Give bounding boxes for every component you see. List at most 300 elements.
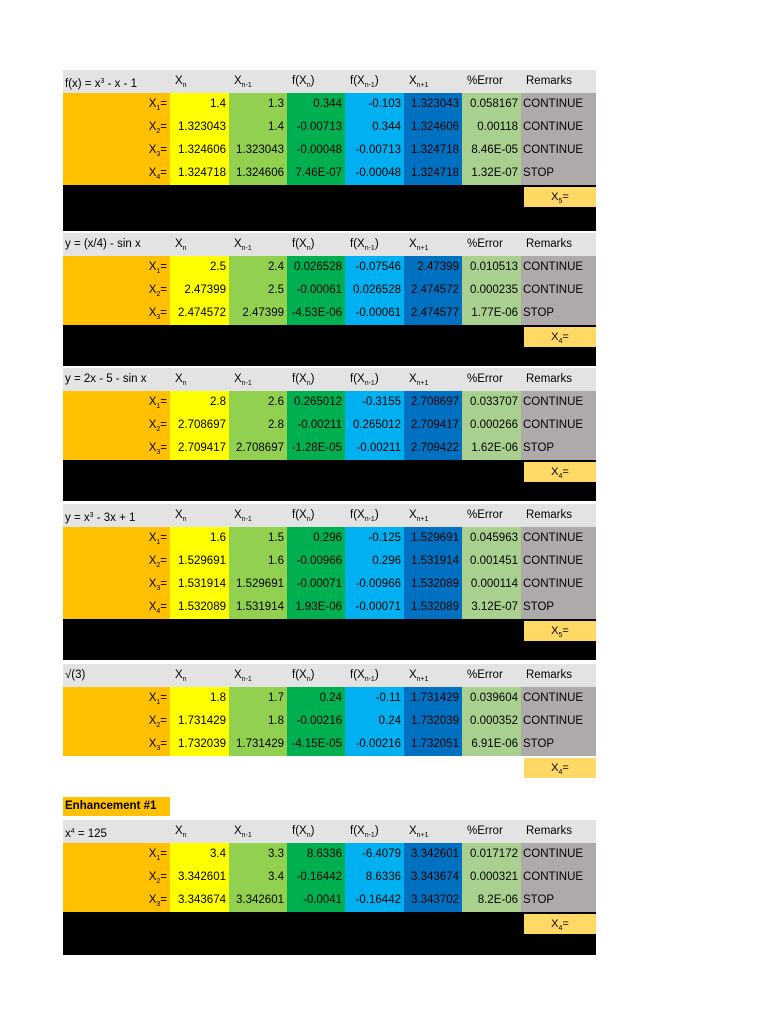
f-xn-minus-1-cell[interactable]: -0.16442 <box>345 889 404 912</box>
xn-cell[interactable]: 2.5 <box>170 256 229 279</box>
remarks-cell[interactable]: CONTINUE <box>521 550 596 573</box>
xn-cell[interactable]: 1.4 <box>170 93 229 116</box>
table-row <box>63 256 596 279</box>
subscript: n-1 <box>364 380 375 387</box>
xn-minus-1-cell[interactable]: 1.323043 <box>229 139 287 162</box>
f-xn-cell[interactable]: 0.026528 <box>287 256 345 279</box>
iteration-label[interactable]: $X_3=$ <box>63 573 170 596</box>
header-f-xn[interactable]: $f(X_n)$ <box>292 509 315 523</box>
xn-cell[interactable]: 3.343674 <box>170 889 229 912</box>
xn-plus-1-cell[interactable]: 1.529691 <box>404 527 462 550</box>
xn-minus-1-cell[interactable]: 3.4 <box>229 866 287 889</box>
subscript: 4 <box>558 769 563 776</box>
table-row <box>63 391 596 414</box>
subscript: n <box>182 245 187 252</box>
header-remarks[interactable]: Remarks <box>526 75 573 87</box>
xn-cell[interactable]: 1.6 <box>170 527 229 550</box>
f-xn-minus-1-cell[interactable]: 8.6336 <box>345 866 404 889</box>
xn-plus-1-cell[interactable]: 1.531914 <box>404 550 462 573</box>
subscript: 5 <box>558 198 563 205</box>
iteration-label[interactable]: $X_2=$ <box>63 279 170 302</box>
header-xn[interactable]: $X_n$ <box>175 373 187 387</box>
table-row <box>63 710 596 733</box>
f-xn-cell[interactable]: -0.00713 <box>287 116 345 139</box>
header-xn[interactable]: $X_n$ <box>175 238 187 252</box>
error-cell[interactable]: 0.017172 <box>462 843 521 866</box>
subscript: n <box>306 380 311 387</box>
xn-minus-1-cell[interactable]: 2.6 <box>229 391 287 414</box>
subscript: 3 <box>156 585 161 592</box>
xn-plus-1-cell[interactable]: 2.47399 <box>404 256 462 279</box>
xn-minus-1-cell[interactable]: 1.529691 <box>229 573 287 596</box>
xn-minus-1-cell[interactable]: 3.342601 <box>229 889 287 912</box>
xn-cell[interactable]: 2.474572 <box>170 302 229 325</box>
xn-minus-1-cell[interactable]: 2.47399 <box>229 302 287 325</box>
function-label[interactable]: y = (x/4) - sin x <box>65 238 141 250</box>
error-cell[interactable]: 1.62E-06 <box>462 437 521 460</box>
xn-plus-1-cell[interactable]: 1.324606 <box>404 116 462 139</box>
f-xn-cell[interactable]: -0.16442 <box>287 866 345 889</box>
black-band <box>63 460 596 501</box>
table-row <box>63 550 596 573</box>
table-row <box>63 527 596 550</box>
subscript: 1 <box>156 699 161 706</box>
xn-minus-1-cell[interactable]: 2.8 <box>229 414 287 437</box>
table-row <box>63 596 596 619</box>
error-cell[interactable]: 0.033707 <box>462 391 521 414</box>
black-band <box>63 912 596 955</box>
iteration-label[interactable]: $X_1=$ <box>63 256 170 279</box>
function-label[interactable]: $f(x) = x^3 - x - 1$ <box>65 78 137 90</box>
error-cell[interactable]: 0.000321 <box>462 866 521 889</box>
remarks-cell[interactable]: CONTINUE <box>521 414 596 437</box>
subscript: 3 <box>156 449 161 456</box>
xn-minus-1-cell[interactable]: 1.3 <box>229 93 287 116</box>
subscript: 5 <box>558 632 563 639</box>
header-error[interactable]: %Error <box>467 669 503 681</box>
f-xn-cell[interactable]: 7.46E-07 <box>287 162 345 185</box>
xn-minus-1-cell[interactable]: 1.731429 <box>229 733 287 756</box>
subscript: n <box>182 380 187 387</box>
xn-cell[interactable]: 1.732039 <box>170 733 229 756</box>
subscript: 3 <box>89 512 94 519</box>
error-cell[interactable]: 0.00118 <box>462 116 521 139</box>
f-xn-minus-1-cell[interactable]: -0.11 <box>345 687 404 710</box>
xn-plus-1-cell[interactable]: 1.532089 <box>404 573 462 596</box>
remarks-cell[interactable]: CONTINUE <box>521 139 596 162</box>
xn-cell[interactable]: 3.342601 <box>170 866 229 889</box>
header-row <box>63 233 596 256</box>
f-xn-minus-1-cell[interactable]: 0.24 <box>345 710 404 733</box>
f-xn-cell[interactable]: 0.344 <box>287 93 345 116</box>
xn-minus-1-cell[interactable]: 1.7 <box>229 687 287 710</box>
f-xn-cell[interactable]: -1.28E-05 <box>287 437 345 460</box>
error-cell[interactable]: 8.2E-06 <box>462 889 521 912</box>
subscript: 3 <box>156 745 161 752</box>
error-cell[interactable]: 1.77E-06 <box>462 302 521 325</box>
xn-plus-1-cell[interactable]: 2.709422 <box>404 437 462 460</box>
table-row <box>63 889 596 912</box>
table-row <box>63 302 596 325</box>
xn-cell[interactable]: 1.323043 <box>170 116 229 139</box>
header-xn-minus-1[interactable]: $X_{n-1}$ <box>234 509 252 523</box>
xn-cell[interactable]: 1.324606 <box>170 139 229 162</box>
iteration-label[interactable]: $X_2=$ <box>63 710 170 733</box>
xn-plus-1-cell[interactable]: 2.708697 <box>404 391 462 414</box>
f-xn-minus-1-cell[interactable]: -0.00216 <box>345 733 404 756</box>
header-xn-plus-1[interactable]: $X_{n+1}$ <box>409 509 429 523</box>
header-error[interactable]: %Error <box>467 509 503 521</box>
xn-cell[interactable]: 2.709417 <box>170 437 229 460</box>
iteration-label[interactable]: $X_1=$ <box>63 843 170 866</box>
xn-cell[interactable]: 2.708697 <box>170 414 229 437</box>
xn-cell[interactable]: 1.731429 <box>170 710 229 733</box>
header-error[interactable]: %Error <box>467 373 503 385</box>
header-xn[interactable]: $X_n$ <box>175 825 187 839</box>
header-xn-minus-1[interactable]: $X_{n-1}$ <box>234 825 252 839</box>
subscript: 4 <box>558 338 563 345</box>
f-xn-cell[interactable]: -0.00216 <box>287 710 345 733</box>
header-f-xn[interactable]: $f(X_n)$ <box>292 75 315 89</box>
header-f-xn-minus-1[interactable]: $f(X_{n-1})$ <box>350 373 379 387</box>
f-xn-cell[interactable]: -4.53E-06 <box>287 302 345 325</box>
subscript: n-1 <box>241 82 252 89</box>
table-row <box>63 414 596 437</box>
f-xn-cell[interactable]: -0.0041 <box>287 889 345 912</box>
header-f-xn-minus-1[interactable]: $f(X_{n-1})$ <box>350 825 379 839</box>
header-remarks[interactable]: Remarks <box>526 238 573 250</box>
error-cell[interactable]: 0.058167 <box>462 93 521 116</box>
header-row <box>63 368 596 391</box>
remarks-cell[interactable]: STOP <box>521 733 596 756</box>
f-xn-cell[interactable]: 0.24 <box>287 687 345 710</box>
iteration-label[interactable]: $X_2=$ <box>63 866 170 889</box>
xn-minus-1-cell[interactable]: 3.3 <box>229 843 287 866</box>
header-f-xn[interactable]: $f(X_n)$ <box>292 825 315 839</box>
header-remarks[interactable]: Remarks <box>526 509 573 521</box>
f-xn-minus-1-cell[interactable]: -0.07546 <box>345 256 404 279</box>
f-xn-cell[interactable]: 8.6336 <box>287 843 345 866</box>
f-xn-cell[interactable]: -0.00061 <box>287 279 345 302</box>
header-remarks[interactable]: Remarks <box>526 373 573 385</box>
subscript: n+1 <box>416 380 429 387</box>
header-row <box>63 664 596 687</box>
xn-plus-1-cell[interactable]: 1.323043 <box>404 93 462 116</box>
xn-minus-1-cell[interactable]: 1.324606 <box>229 162 287 185</box>
next-iteration-cell[interactable]: $X_5=$ <box>524 621 596 641</box>
error-cell[interactable]: 0.000235 <box>462 279 521 302</box>
next-iteration-cell[interactable]: $X_4=$ <box>524 914 596 934</box>
subscript: 4 <box>558 925 563 932</box>
header-remarks[interactable]: Remarks <box>526 825 573 837</box>
subscript: n <box>182 82 187 89</box>
remarks-cell[interactable]: STOP <box>521 437 596 460</box>
header-xn-plus-1[interactable]: $X_{n+1}$ <box>409 238 429 252</box>
xn-cell[interactable]: 1.529691 <box>170 550 229 573</box>
f-xn-cell[interactable]: 0.296 <box>287 527 345 550</box>
xn-cell[interactable]: 1.324718 <box>170 162 229 185</box>
xn-cell[interactable]: 1.532089 <box>170 596 229 619</box>
subscript: 3 <box>156 314 161 321</box>
xn-cell[interactable]: 1.8 <box>170 687 229 710</box>
xn-plus-1-cell[interactable]: 1.324718 <box>404 139 462 162</box>
iteration-label[interactable]: $X_2=$ <box>63 414 170 437</box>
table-row <box>63 437 596 460</box>
subscript: 1 <box>156 268 161 275</box>
xn-minus-1-cell[interactable]: 2.5 <box>229 279 287 302</box>
error-cell[interactable]: 0.045963 <box>462 527 521 550</box>
remarks-cell[interactable]: STOP <box>521 162 596 185</box>
remarks-cell[interactable]: CONTINUE <box>521 843 596 866</box>
header-xn-plus-1[interactable]: $X_{n+1}$ <box>409 373 429 387</box>
f-xn-cell[interactable]: -0.00211 <box>287 414 345 437</box>
subscript: n-1 <box>241 245 252 252</box>
table-row <box>63 687 596 710</box>
subscript: n+1 <box>416 516 429 523</box>
remarks-cell[interactable]: CONTINUE <box>521 116 596 139</box>
error-cell[interactable]: 6.91E-06 <box>462 733 521 756</box>
remarks-cell[interactable]: CONTINUE <box>521 256 596 279</box>
f-xn-cell[interactable]: -0.00071 <box>287 573 345 596</box>
xn-cell[interactable]: 2.47399 <box>170 279 229 302</box>
subscript: n <box>182 832 187 839</box>
subscript: 4 <box>70 828 75 835</box>
remarks-cell[interactable]: CONTINUE <box>521 93 596 116</box>
black-band <box>63 756 596 780</box>
subscript: n <box>182 676 187 683</box>
next-iteration-cell[interactable]: $X_5=$ <box>524 187 596 207</box>
iteration-block <box>63 70 596 231</box>
header-xn-plus-1[interactable]: $X_{n+1}$ <box>409 669 429 683</box>
iteration-label[interactable]: $X_4=$ <box>63 162 170 185</box>
f-xn-minus-1-cell[interactable]: 0.296 <box>345 550 404 573</box>
iteration-block <box>63 504 596 660</box>
xn-minus-1-cell[interactable]: 1.531914 <box>229 596 287 619</box>
f-xn-minus-1-cell[interactable]: -0.00713 <box>345 139 404 162</box>
error-cell[interactable]: 3.12E-07 <box>462 596 521 619</box>
iteration-label[interactable]: $X_1=$ <box>63 527 170 550</box>
header-row <box>63 70 596 93</box>
remarks-cell[interactable]: CONTINUE <box>521 391 596 414</box>
f-xn-minus-1-cell[interactable]: -0.103 <box>345 93 404 116</box>
function-label[interactable]: y = 2x - 5 - sin x <box>65 373 147 385</box>
subscript: n-1 <box>364 82 375 89</box>
xn-plus-1-cell[interactable]: 1.732039 <box>404 710 462 733</box>
next-iteration-cell[interactable]: $X_4=$ <box>524 758 596 778</box>
table-row <box>63 139 596 162</box>
subscript: n+1 <box>416 832 429 839</box>
header-xn[interactable]: $X_n$ <box>175 75 187 89</box>
iteration-label[interactable]: $X_4=$ <box>63 596 170 619</box>
xn-cell[interactable]: 2.8 <box>170 391 229 414</box>
iteration-label[interactable]: $X_3=$ <box>63 889 170 912</box>
iteration-label[interactable]: $X_3=$ <box>63 733 170 756</box>
table-row <box>63 843 596 866</box>
header-f-xn[interactable]: $f(X_n)$ <box>292 669 315 683</box>
subscript: 2 <box>156 291 161 298</box>
xn-plus-1-cell[interactable]: 2.474577 <box>404 302 462 325</box>
header-remarks[interactable]: Remarks <box>526 669 573 681</box>
subscript: n+1 <box>416 245 429 252</box>
f-xn-minus-1-cell[interactable]: -6.4079 <box>345 843 404 866</box>
function-label[interactable]: √(3) <box>65 669 86 681</box>
xn-plus-1-cell[interactable]: 1.324718 <box>404 162 462 185</box>
subscript: n <box>306 516 311 523</box>
error-cell[interactable]: 1.32E-07 <box>462 162 521 185</box>
next-iteration-cell[interactable]: $X_4=$ <box>524 327 596 347</box>
f-xn-minus-1-cell[interactable]: -0.00211 <box>345 437 404 460</box>
xn-plus-1-cell[interactable]: 3.342601 <box>404 843 462 866</box>
f-xn-minus-1-cell[interactable]: 0.265012 <box>345 414 404 437</box>
error-cell[interactable]: 0.000352 <box>462 710 521 733</box>
xn-minus-1-cell[interactable]: 1.8 <box>229 710 287 733</box>
table-row <box>63 279 596 302</box>
xn-plus-1-cell[interactable]: 1.731429 <box>404 687 462 710</box>
table-row <box>63 573 596 596</box>
remarks-cell[interactable]: CONTINUE <box>521 573 596 596</box>
f-xn-minus-1-cell[interactable]: -0.00048 <box>345 162 404 185</box>
xn-plus-1-cell[interactable]: 1.532089 <box>404 596 462 619</box>
f-xn-minus-1-cell[interactable]: -0.3155 <box>345 391 404 414</box>
xn-minus-1-cell[interactable]: 1.5 <box>229 527 287 550</box>
subscript: 2 <box>156 878 161 885</box>
remarks-cell[interactable]: STOP <box>521 596 596 619</box>
subscript: 1 <box>156 105 161 112</box>
xn-minus-1-cell[interactable]: 1.4 <box>229 116 287 139</box>
subscript: 2 <box>156 562 161 569</box>
subscript: n-1 <box>241 516 252 523</box>
iteration-label[interactable]: $X_2=$ <box>63 116 170 139</box>
f-xn-minus-1-cell[interactable]: 0.026528 <box>345 279 404 302</box>
header-f-xn-minus-1[interactable]: $f(X_{n-1})$ <box>350 669 379 683</box>
error-cell[interactable]: 0.039604 <box>462 687 521 710</box>
iteration-label[interactable]: $X_3=$ <box>63 139 170 162</box>
error-cell[interactable]: 0.001451 <box>462 550 521 573</box>
f-xn-minus-1-cell[interactable]: -0.00061 <box>345 302 404 325</box>
error-cell[interactable]: 0.000114 <box>462 573 521 596</box>
f-xn-minus-1-cell[interactable]: 0.344 <box>345 116 404 139</box>
remarks-cell[interactable]: STOP <box>521 889 596 912</box>
error-cell[interactable]: 0.000266 <box>462 414 521 437</box>
header-f-xn[interactable]: $f(X_n)$ <box>292 238 315 252</box>
black-band <box>63 185 596 231</box>
f-xn-cell[interactable]: 1.93E-06 <box>287 596 345 619</box>
f-xn-cell[interactable]: -0.00966 <box>287 550 345 573</box>
subscript: n-1 <box>241 832 252 839</box>
f-xn-minus-1-cell[interactable]: -0.00071 <box>345 596 404 619</box>
black-band <box>63 619 596 660</box>
subscript: 1 <box>156 403 161 410</box>
remarks-cell[interactable]: CONTINUE <box>521 866 596 889</box>
header-f-xn-minus-1[interactable]: $f(X_{n-1})$ <box>350 238 379 252</box>
function-label[interactable]: $y = x^3 - 3x + 1$ <box>65 512 136 524</box>
header-xn[interactable]: $X_n$ <box>175 669 187 683</box>
table-row <box>63 733 596 756</box>
subscript: n <box>306 245 311 252</box>
header-xn-minus-1[interactable]: $X_{n-1}$ <box>234 373 252 387</box>
subscript: n <box>306 832 311 839</box>
error-cell[interactable]: 8.46E-05 <box>462 139 521 162</box>
header-row <box>63 504 596 527</box>
header-row <box>63 820 596 843</box>
xn-plus-1-cell[interactable]: 3.343702 <box>404 889 462 912</box>
iteration-label[interactable]: $X_2=$ <box>63 550 170 573</box>
f-xn-cell[interactable]: -4.15E-05 <box>287 733 345 756</box>
subscript: n-1 <box>364 832 375 839</box>
function-label[interactable]: $x^4 = 125$ <box>65 828 107 840</box>
f-xn-cell[interactable]: -0.00048 <box>287 139 345 162</box>
subscript: 3 <box>156 901 161 908</box>
subscript: 2 <box>156 426 161 433</box>
f-xn-minus-1-cell[interactable]: -0.125 <box>345 527 404 550</box>
next-iteration-cell[interactable]: $X_4=$ <box>524 462 596 482</box>
iteration-label[interactable]: $X_1=$ <box>63 391 170 414</box>
subscript: 4 <box>156 174 161 181</box>
xn-cell[interactable]: 1.531914 <box>170 573 229 596</box>
header-xn-plus-1[interactable]: $X_{n+1}$ <box>409 825 429 839</box>
iteration-label[interactable]: $X_1=$ <box>63 687 170 710</box>
enhancement-label[interactable]: Enhancement #1 <box>63 797 170 816</box>
remarks-cell[interactable]: CONTINUE <box>521 279 596 302</box>
subscript: n-1 <box>364 245 375 252</box>
iteration-label[interactable]: $X_3=$ <box>63 437 170 460</box>
black-band <box>63 325 596 366</box>
f-xn-minus-1-cell[interactable]: -0.00966 <box>345 573 404 596</box>
subscript: 1 <box>156 539 161 546</box>
header-error[interactable]: %Error <box>467 238 503 250</box>
iteration-label[interactable]: $X_3=$ <box>63 302 170 325</box>
iteration-block <box>63 664 596 780</box>
subscript: 4 <box>156 608 161 615</box>
header-error[interactable]: %Error <box>467 75 503 87</box>
iteration-label[interactable]: $X_1=$ <box>63 93 170 116</box>
xn-plus-1-cell[interactable]: 3.343674 <box>404 866 462 889</box>
header-xn-plus-1[interactable]: $X_{n+1}$ <box>409 75 429 89</box>
xn-plus-1-cell[interactable]: 2.474572 <box>404 279 462 302</box>
header-f-xn-minus-1[interactable]: $f(X_{n-1})$ <box>350 509 379 523</box>
table-row <box>63 866 596 889</box>
subscript: 1 <box>156 855 161 862</box>
subscript: n <box>306 676 311 683</box>
remarks-cell[interactable]: CONTINUE <box>521 710 596 733</box>
xn-plus-1-cell[interactable]: 1.732051 <box>404 733 462 756</box>
f-xn-cell[interactable]: 0.265012 <box>287 391 345 414</box>
header-xn[interactable]: $X_n$ <box>175 509 187 523</box>
header-f-xn[interactable]: $f(X_n)$ <box>292 373 315 387</box>
remarks-cell[interactable]: STOP <box>521 302 596 325</box>
subscript: 2 <box>156 722 161 729</box>
xn-cell[interactable]: 3.4 <box>170 843 229 866</box>
header-xn-minus-1[interactable]: $X_{n-1}$ <box>234 75 252 89</box>
iteration-block <box>63 368 596 501</box>
header-f-xn-minus-1[interactable]: $f(X_{n-1})$ <box>350 75 379 89</box>
subscript: 3 <box>100 78 105 85</box>
table-row <box>63 93 596 116</box>
xn-minus-1-cell[interactable]: 2.4 <box>229 256 287 279</box>
table-row <box>63 162 596 185</box>
xn-minus-1-cell[interactable]: 1.6 <box>229 550 287 573</box>
error-cell[interactable]: 0.010513 <box>462 256 521 279</box>
xn-minus-1-cell[interactable]: 2.708697 <box>229 437 287 460</box>
remarks-cell[interactable]: CONTINUE <box>521 527 596 550</box>
xn-plus-1-cell[interactable]: 2.709417 <box>404 414 462 437</box>
subscript: n <box>306 82 311 89</box>
header-error[interactable]: %Error <box>467 825 503 837</box>
header-xn-minus-1[interactable]: $X_{n-1}$ <box>234 238 252 252</box>
header-xn-minus-1[interactable]: $X_{n-1}$ <box>234 669 252 683</box>
subscript: n-1 <box>241 380 252 387</box>
remarks-cell[interactable]: CONTINUE <box>521 687 596 710</box>
